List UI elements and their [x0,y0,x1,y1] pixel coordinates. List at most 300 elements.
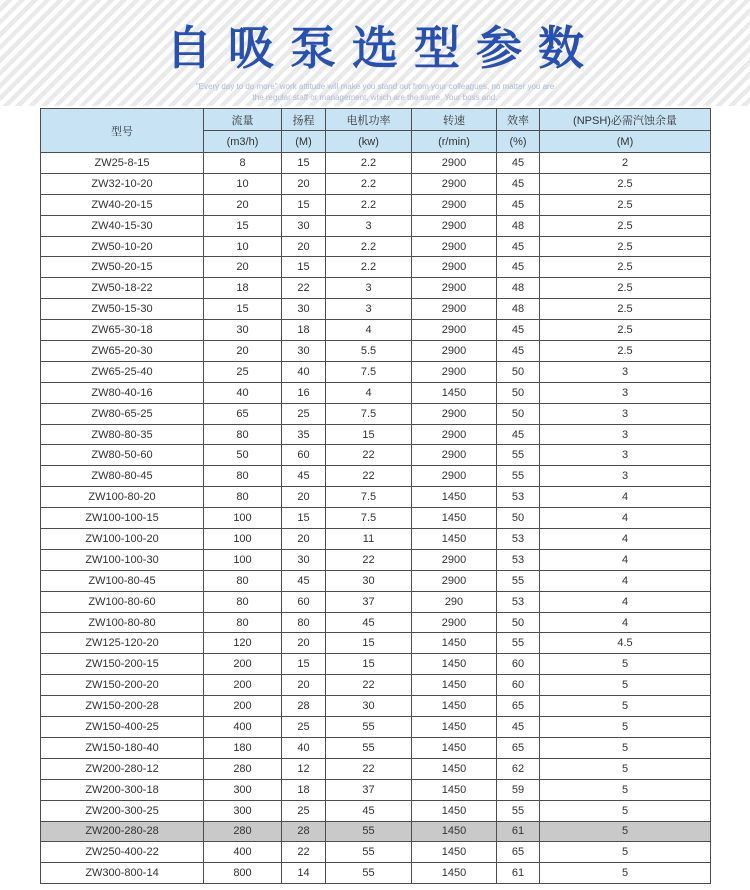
value-cell: 280 [204,821,282,842]
value-cell: 2900 [412,570,497,591]
value-cell: 80 [204,424,282,445]
value-cell: 16 [282,382,326,403]
value-cell: 2.5 [540,278,711,299]
value-cell: 80 [204,570,282,591]
value-cell: 28 [282,821,326,842]
value-cell: 1450 [412,654,497,675]
value-cell: 2 [540,153,711,174]
header-npsh-unit: (M) [540,131,711,153]
value-cell: 80 [204,466,282,487]
model-cell: ZW125-120-20 [41,633,204,654]
model-cell: ZW150-200-28 [41,696,204,717]
value-cell: 15 [326,654,412,675]
value-cell: 1450 [412,821,497,842]
value-cell: 30 [204,320,282,341]
header-motor-power: 电机功率 [326,109,412,131]
value-cell: 20 [282,633,326,654]
model-cell: ZW80-50-60 [41,445,204,466]
value-cell: 100 [204,508,282,529]
value-cell: 3 [540,445,711,466]
value-cell: 1450 [412,842,497,863]
value-cell: 4 [540,591,711,612]
table-row [41,445,711,466]
value-cell: 22 [326,549,412,570]
value-cell: 120 [204,633,282,654]
header-head-unit: (M) [282,131,326,153]
value-cell: 60 [497,675,540,696]
value-cell: 2900 [412,466,497,487]
value-cell: 61 [497,821,540,842]
header-efficiency: 效率 [497,109,540,131]
value-cell: 2900 [412,424,497,445]
model-cell: ZW300-800-14 [41,863,204,884]
value-cell: 2.5 [540,320,711,341]
table-row [41,341,711,362]
value-cell: 3 [540,424,711,445]
value-cell: 800 [204,863,282,884]
model-cell: ZW65-30-18 [41,320,204,341]
value-cell: 80 [282,612,326,633]
value-cell: 400 [204,842,282,863]
value-cell: 28 [282,696,326,717]
table-row [41,758,711,779]
value-cell: 200 [204,696,282,717]
value-cell: 45 [497,173,540,194]
value-cell: 1450 [412,508,497,529]
value-cell: 1450 [412,696,497,717]
value-cell: 59 [497,779,540,800]
table-row [41,842,711,863]
model-cell: ZW32-10-20 [41,173,204,194]
value-cell: 30 [326,570,412,591]
value-cell: 3 [326,299,412,320]
spec-table-container [40,108,710,884]
value-cell: 20 [282,675,326,696]
value-cell: 50 [497,361,540,382]
value-cell: 55 [497,800,540,821]
table-row [41,633,711,654]
table-row [41,717,711,738]
value-cell: 5 [540,758,711,779]
value-cell: 4 [326,320,412,341]
value-cell: 1450 [412,758,497,779]
value-cell: 15 [326,424,412,445]
value-cell: 30 [282,341,326,362]
value-cell: 48 [497,215,540,236]
value-cell: 15 [326,633,412,654]
header-npsh: (NPSH)必需汽蚀余量 [540,109,711,131]
table-row [41,382,711,403]
value-cell: 1450 [412,800,497,821]
value-cell: 2900 [412,236,497,257]
value-cell: 53 [497,549,540,570]
value-cell: 400 [204,717,282,738]
value-cell: 18 [204,278,282,299]
table-row [41,153,711,174]
value-cell: 45 [326,800,412,821]
value-cell: 30 [282,549,326,570]
value-cell: 2900 [412,215,497,236]
value-cell: 180 [204,737,282,758]
value-cell: 5 [540,800,711,821]
value-cell: 2.5 [540,236,711,257]
value-cell: 2900 [412,341,497,362]
model-cell: ZW150-180-40 [41,737,204,758]
value-cell: 2.5 [540,173,711,194]
value-cell: 65 [497,696,540,717]
value-cell: 15 [204,299,282,320]
value-cell: 18 [282,320,326,341]
value-cell: 3 [326,278,412,299]
value-cell: 5 [540,863,711,884]
value-cell: 7.5 [326,508,412,529]
header-efficiency-unit: (%) [497,131,540,153]
value-cell: 2.5 [540,194,711,215]
value-cell: 37 [326,591,412,612]
value-cell: 20 [282,529,326,550]
value-cell: 1450 [412,737,497,758]
model-cell: ZW40-15-30 [41,215,204,236]
value-cell: 2.5 [540,341,711,362]
value-cell: 45 [282,570,326,591]
model-cell: ZW65-25-40 [41,361,204,382]
table-row [41,194,711,215]
value-cell: 280 [204,758,282,779]
value-cell: 300 [204,800,282,821]
model-cell: ZW80-80-45 [41,466,204,487]
table-row [41,863,711,884]
value-cell: 2900 [412,153,497,174]
value-cell: 60 [282,445,326,466]
model-cell: ZW100-100-20 [41,529,204,550]
value-cell: 4 [326,382,412,403]
table-row [41,779,711,800]
value-cell: 48 [497,278,540,299]
model-cell: ZW200-300-25 [41,800,204,821]
model-cell: ZW200-280-28 [41,821,204,842]
subtitle-line1: "Every day to do more" work attitude will make you stand out from your colleagues, no matter you are [195,82,555,91]
table-row [41,403,711,424]
value-cell: 55 [497,445,540,466]
value-cell: 45 [326,612,412,633]
header-speed-unit: (r/min) [412,131,497,153]
table-row [41,821,711,842]
value-cell: 20 [282,173,326,194]
model-cell: ZW150-200-20 [41,675,204,696]
header-flow-unit: (m3/h) [204,131,282,153]
value-cell: 53 [497,487,540,508]
table-row [41,361,711,382]
model-cell: ZW100-80-80 [41,612,204,633]
value-cell: 5 [540,821,711,842]
model-cell: ZW200-300-18 [41,779,204,800]
value-cell: 100 [204,549,282,570]
header-speed: 转速 [412,109,497,131]
value-cell: 37 [326,779,412,800]
value-cell: 55 [497,570,540,591]
header-head: 扬程 [282,109,326,131]
value-cell: 45 [497,320,540,341]
value-cell: 5 [540,696,711,717]
value-cell: 5 [540,842,711,863]
value-cell: 80 [204,487,282,508]
value-cell: 200 [204,654,282,675]
value-cell: 20 [282,236,326,257]
value-cell: 5 [540,737,711,758]
value-cell: 22 [326,675,412,696]
value-cell: 40 [282,737,326,758]
table-row [41,675,711,696]
model-cell: ZW50-20-15 [41,257,204,278]
model-cell: ZW25-8-15 [41,153,204,174]
banner [0,0,750,106]
model-cell: ZW200-280-12 [41,758,204,779]
model-cell: ZW80-40-16 [41,382,204,403]
table-row [41,257,711,278]
pump-spec-table [40,108,711,884]
value-cell: 20 [204,341,282,362]
value-cell: 1450 [412,779,497,800]
value-cell: 3 [540,382,711,403]
value-cell: 50 [204,445,282,466]
table-row [41,487,711,508]
value-cell: 55 [497,633,540,654]
table-row [41,466,711,487]
value-cell: 2900 [412,612,497,633]
table-header [41,109,711,153]
value-cell: 2900 [412,361,497,382]
model-cell: ZW150-200-15 [41,654,204,675]
value-cell: 2900 [412,403,497,424]
value-cell: 20 [204,257,282,278]
value-cell: 25 [282,800,326,821]
table-row [41,737,711,758]
value-cell: 14 [282,863,326,884]
model-cell: ZW250-400-22 [41,842,204,863]
value-cell: 1450 [412,633,497,654]
value-cell: 22 [326,758,412,779]
value-cell: 20 [204,194,282,215]
value-cell: 2.2 [326,257,412,278]
value-cell: 12 [282,758,326,779]
value-cell: 65 [497,737,540,758]
value-cell: 30 [282,299,326,320]
value-cell: 30 [326,696,412,717]
value-cell: 45 [497,194,540,215]
value-cell: 2900 [412,194,497,215]
header-flow: 流量 [204,109,282,131]
table-row [41,612,711,633]
value-cell: 50 [497,612,540,633]
value-cell: 45 [497,257,540,278]
value-cell: 22 [326,445,412,466]
value-cell: 4 [540,612,711,633]
value-cell: 11 [326,529,412,550]
value-cell: 1450 [412,675,497,696]
value-cell: 22 [282,278,326,299]
model-cell: ZW100-80-45 [41,570,204,591]
value-cell: 1450 [412,382,497,403]
table-body [41,153,711,884]
table-row [41,696,711,717]
value-cell: 60 [282,591,326,612]
value-cell: 4 [540,529,711,550]
value-cell: 15 [282,257,326,278]
value-cell: 2.5 [540,215,711,236]
value-cell: 55 [326,821,412,842]
value-cell: 4 [540,570,711,591]
value-cell: 5 [540,675,711,696]
model-cell: ZW100-80-60 [41,591,204,612]
table-row [41,236,711,257]
value-cell: 2900 [412,549,497,570]
value-cell: 2.2 [326,194,412,215]
page-title: 自吸泵选型参数 [166,22,600,74]
value-cell: 25 [282,403,326,424]
value-cell: 15 [282,194,326,215]
value-cell: 7.5 [326,487,412,508]
value-cell: 2.2 [326,153,412,174]
value-cell: 15 [282,654,326,675]
header-motor-power-unit: (kw) [326,131,412,153]
value-cell: 3 [540,361,711,382]
value-cell: 53 [497,591,540,612]
value-cell: 2900 [412,257,497,278]
value-cell: 5 [540,654,711,675]
value-cell: 50 [497,382,540,403]
value-cell: 2900 [412,278,497,299]
value-cell: 55 [326,842,412,863]
value-cell: 100 [204,529,282,550]
value-cell: 80 [204,612,282,633]
value-cell: 1450 [412,487,497,508]
table-row [41,549,711,570]
header-model: 型号 [41,109,204,153]
value-cell: 4.5 [540,633,711,654]
value-cell: 2900 [412,299,497,320]
model-cell: ZW50-18-22 [41,278,204,299]
value-cell: 40 [282,361,326,382]
value-cell: 55 [326,737,412,758]
model-cell: ZW100-100-30 [41,549,204,570]
model-cell: ZW100-80-20 [41,487,204,508]
table-row [41,320,711,341]
value-cell: 300 [204,779,282,800]
value-cell: 2.5 [540,257,711,278]
value-cell: 30 [282,215,326,236]
value-cell: 65 [497,842,540,863]
value-cell: 25 [204,361,282,382]
value-cell: 48 [497,299,540,320]
value-cell: 15 [282,153,326,174]
value-cell: 50 [497,403,540,424]
value-cell: 55 [326,863,412,884]
value-cell: 200 [204,675,282,696]
value-cell: 2.2 [326,236,412,257]
table-row [41,654,711,675]
value-cell: 35 [282,424,326,445]
value-cell: 2900 [412,320,497,341]
model-cell: ZW80-80-35 [41,424,204,445]
value-cell: 290 [412,591,497,612]
value-cell: 45 [497,717,540,738]
value-cell: 65 [204,403,282,424]
table-row [41,278,711,299]
model-cell: ZW50-10-20 [41,236,204,257]
value-cell: 5.5 [326,341,412,362]
value-cell: 1450 [412,717,497,738]
table-row [41,424,711,445]
value-cell: 3 [540,466,711,487]
value-cell: 10 [204,173,282,194]
banner-subtitle [0,81,750,103]
model-cell: ZW65-20-30 [41,341,204,362]
value-cell: 4 [540,549,711,570]
model-cell: ZW80-65-25 [41,403,204,424]
subtitle-line2: the regular staff or management, which are the same. Your boss and. [252,93,498,102]
value-cell: 18 [282,779,326,800]
value-cell: 4 [540,508,711,529]
value-cell: 20 [282,487,326,508]
value-cell: 62 [497,758,540,779]
value-cell: 15 [204,215,282,236]
value-cell: 1450 [412,529,497,550]
value-cell: 7.5 [326,361,412,382]
table-row [41,215,711,236]
value-cell: 2900 [412,445,497,466]
value-cell: 8 [204,153,282,174]
value-cell: 3 [326,215,412,236]
value-cell: 45 [497,341,540,362]
value-cell: 4 [540,487,711,508]
table-row [41,299,711,320]
value-cell: 7.5 [326,403,412,424]
value-cell: 45 [497,153,540,174]
model-cell: ZW40-20-15 [41,194,204,215]
value-cell: 5 [540,717,711,738]
model-cell: ZW100-100-15 [41,508,204,529]
table-row [41,508,711,529]
value-cell: 5 [540,779,711,800]
value-cell: 10 [204,236,282,257]
value-cell: 22 [282,842,326,863]
value-cell: 2900 [412,173,497,194]
value-cell: 40 [204,382,282,403]
value-cell: 80 [204,591,282,612]
value-cell: 45 [282,466,326,487]
value-cell: 1450 [412,863,497,884]
value-cell: 61 [497,863,540,884]
table-row [41,591,711,612]
value-cell: 2.2 [326,173,412,194]
value-cell: 45 [497,236,540,257]
model-cell: ZW150-400-25 [41,717,204,738]
value-cell: 22 [326,466,412,487]
table-row [41,570,711,591]
value-cell: 45 [497,424,540,445]
value-cell: 2.5 [540,299,711,320]
value-cell: 60 [497,654,540,675]
value-cell: 53 [497,529,540,550]
table-row [41,173,711,194]
table-row [41,529,711,550]
value-cell: 55 [326,717,412,738]
value-cell: 50 [497,508,540,529]
value-cell: 15 [282,508,326,529]
value-cell: 3 [540,403,711,424]
value-cell: 55 [497,466,540,487]
model-cell: ZW50-15-30 [41,299,204,320]
